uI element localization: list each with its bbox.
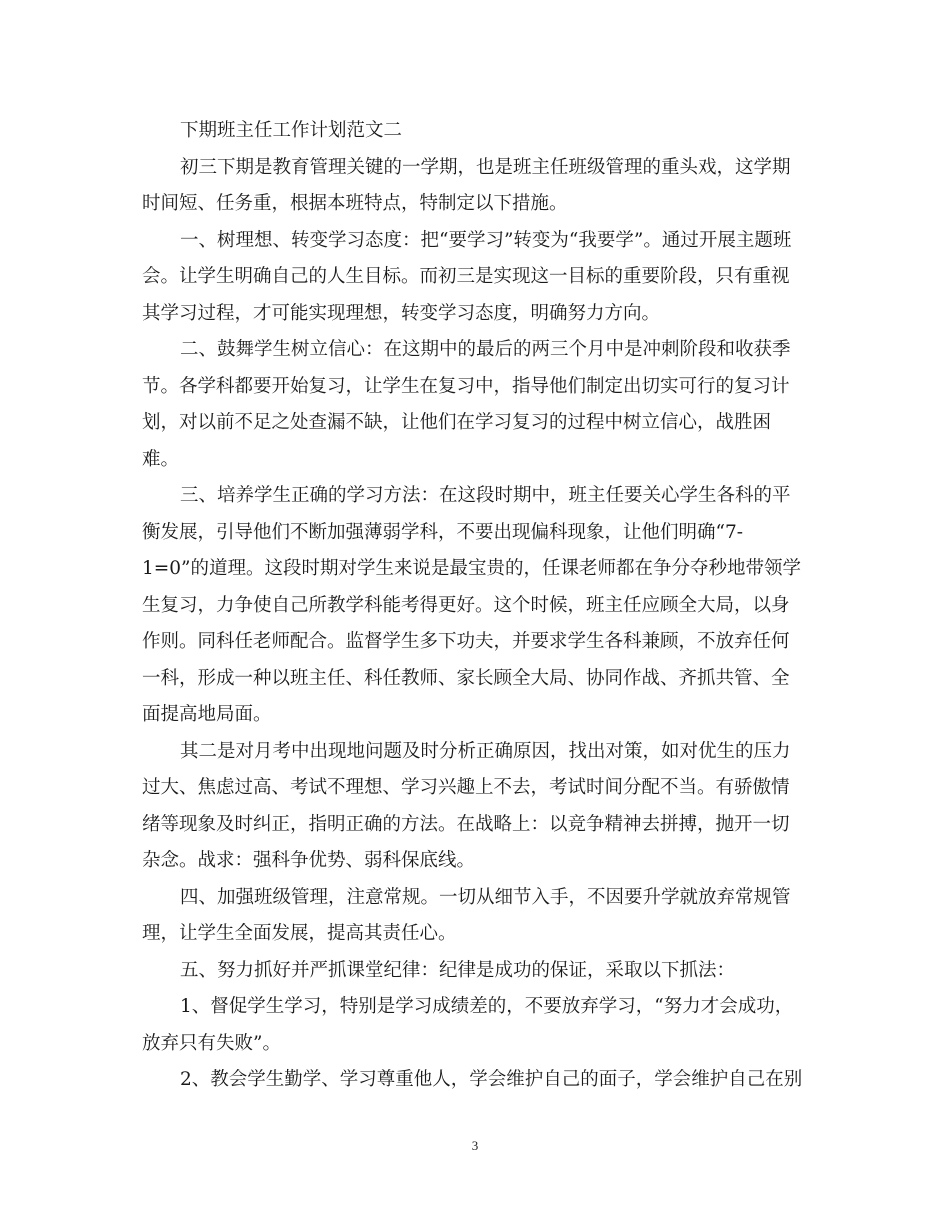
text-line: 初三下期是教育管理关键的一学期，也是班主任班级管理的重头戏，这学期 (180, 156, 791, 178)
text-line: 其二是对月考中出现地问题及时分析正确原因，找出对策，如对优生的压力 (180, 740, 791, 762)
text-line: 1=0”的道理。这段时期对学生来说是最宝贵的，任课老师都在争分夺秒地带领学 (142, 558, 802, 579)
paragraph-3 (142, 332, 812, 478)
text-line: 2、教会学生勤学、学习尊重他人，学会维护自己的面子，学会维护自己在别 (180, 1069, 803, 1090)
paragraph-7 (142, 953, 812, 990)
text-line: 三、培养学生正确的学习方法：在这段时期中，班主任要关心学生各科的平 (180, 485, 791, 506)
text-line: 生复习，力争使自己所教学科能考得更好。这个时候，班主任应顾全大局，以身 (142, 594, 790, 616)
paragraph-9 (142, 1062, 812, 1099)
paragraph-1 (142, 150, 812, 223)
text-line: 作则。同科任老师配合。监督学生多下功夫，并要求学生各科兼顾，不放弃任何 (142, 631, 790, 652)
paragraph-5 (142, 734, 812, 880)
text-line: 其学习过程，才可能实现理想，转变学习态度，明确努力方向。 (142, 302, 661, 324)
text-line: 1、督促学生学习，特别是学习成绩差的，不要放弃学习，“努力才会成功， (180, 996, 794, 1017)
paragraph-8 (142, 989, 812, 1062)
text-line: 衡发展，引导他们不断加强薄弱学科，不要出现偏科现象，让他们明确“7- (142, 521, 743, 543)
document-title: 下期班主任工作计划范文二 (180, 120, 403, 141)
text-line: 时间短、任务重，根据本班特点，特制定以下措施。 (142, 193, 568, 214)
text-line: 一科，形成一种以班主任、科任教师、家长顾全大局、协同作战、齐抓共管、全 (142, 667, 790, 689)
document-body (142, 113, 812, 1099)
text-line: 会。让学生明确自己的人生目标。而初三是实现这一目标的重要阶段，只有重视 (142, 266, 790, 287)
text-line: 二、鼓舞学生树立信心：在这期中的最后的两三个月中是冲刺阶段和收获季 (180, 339, 791, 360)
text-line: 杂念。战求：强科争优势、弱科保底线。 (142, 850, 476, 871)
text-line: 放弃只有失败”。 (142, 1032, 281, 1054)
paragraph-4 (142, 478, 812, 734)
text-line: 过大、焦虑过高、考试不理想、学习兴趣上不去，考试时间分配不当。有骄傲情 (142, 777, 790, 798)
text-line: 难。 (142, 448, 180, 470)
text-line: 一、树理想、转变学习态度：把“要学习”转变为“我要学”。通过开展主题班 (180, 229, 792, 251)
page-number: 3 (471, 1138, 479, 1153)
text-line: 五、努力抓好并严抓课堂纪律：纪律是成功的保证，采取以下抓法： (180, 959, 736, 981)
text-line: 四、加强班级管理，注意常规。一切从细节入手，不因要升学就放弃常规管 (180, 886, 791, 908)
text-line: 划，对以前不足之处查漏不缺，让他们在学习复习的过程中树立信心，战胜困 (142, 412, 772, 433)
text-line: 节。各学科都要开始复习，让学生在复习中，指导他们制定出切实可行的复习计 (142, 375, 790, 397)
text-line: 绪等现象及时纠正，指明正确的方法。在战略上：以竞争精神去拼搏，抛开一切 (142, 813, 790, 835)
paragraph-6 (142, 880, 812, 953)
text-line: 理，让学生全面发展，提高其责任心。 (142, 923, 457, 944)
paragraph-2 (142, 223, 812, 333)
text-line: 面提高地局面。 (142, 704, 272, 725)
